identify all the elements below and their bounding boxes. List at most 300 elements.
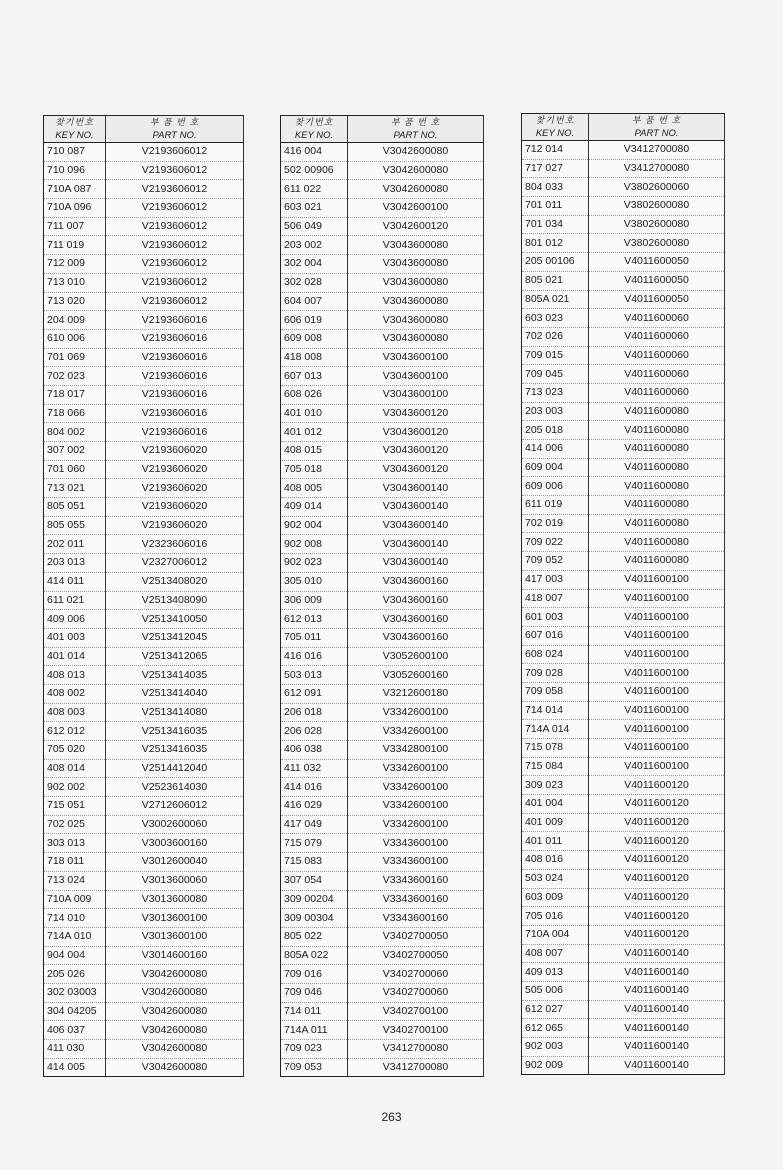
table-row: [522, 963, 725, 982]
table-row: [522, 327, 725, 346]
part-no-cell: V2193606016: [106, 367, 244, 386]
table-row: [44, 983, 244, 1002]
part-no-cell: V2323606016: [106, 535, 244, 554]
key-no-cell: 712 014: [522, 141, 589, 160]
table-row: [281, 871, 484, 890]
part-no-cell: V2193606016: [106, 311, 244, 330]
table-row: [44, 834, 244, 853]
key-no-cell: 611 019: [522, 496, 589, 515]
table-row: [281, 273, 484, 292]
part-no-cell: V4011600100: [589, 645, 725, 664]
part-no-cell: V4011600050: [589, 290, 725, 309]
table-row: [281, 255, 484, 274]
key-no-cell: 607 013: [281, 367, 348, 386]
part-no-cell: V3412700080: [589, 141, 725, 160]
key-no-cell: 401 011: [522, 832, 589, 851]
part-no-cell: V3802600080: [589, 197, 725, 216]
table-row: [44, 273, 244, 292]
part-no-cell: V4011600100: [589, 570, 725, 589]
part-no-cell: V4011600100: [589, 757, 725, 776]
part-no-cell: V3002600060: [106, 815, 244, 834]
parts-table-body: [281, 143, 484, 1077]
key-no-cell: 902 009: [522, 1056, 589, 1075]
part-no-cell: V2513414035: [106, 666, 244, 685]
part-no-cell: V3342600100: [348, 797, 484, 816]
part-no-cell: V3043600140: [348, 535, 484, 554]
part-no-cell: V4011600140: [589, 963, 725, 982]
key-no-cell: 714A 011: [281, 1021, 348, 1040]
table-row: [522, 271, 725, 290]
table-row: [522, 888, 725, 907]
table-row: [522, 159, 725, 178]
parts-table-body: [522, 141, 725, 1075]
part-no-cell: V3013600100: [106, 927, 244, 946]
table-row: [281, 385, 484, 404]
table-row: [44, 311, 244, 330]
key-no-cell: 715 078: [522, 739, 589, 758]
key-no-cell: 805 055: [44, 516, 106, 535]
table-row: [44, 199, 244, 218]
key-no-cell: 715 079: [281, 834, 348, 853]
parts-table-3: [521, 113, 725, 1075]
table-row: [522, 589, 725, 608]
table-row: [281, 554, 484, 573]
part-no-cell: V3043600160: [348, 591, 484, 610]
part-no-cell: V3342600100: [348, 778, 484, 797]
table-row: [281, 498, 484, 517]
part-no-cell: V3043600140: [348, 516, 484, 535]
part-no-cell: V3343600100: [348, 853, 484, 872]
part-no-cell: V3052600160: [348, 666, 484, 685]
key-no-cell: 612 065: [522, 1019, 589, 1038]
key-no-cell: 904 004: [44, 946, 106, 965]
key-no-cell: 302 004: [281, 255, 348, 274]
key-no-cell: 606 019: [281, 311, 348, 330]
table-row: [44, 554, 244, 573]
part-no-cell: V4011600120: [589, 888, 725, 907]
key-no-cell: 309 00304: [281, 909, 348, 928]
part-no-cell: V4011600120: [589, 925, 725, 944]
part-no-cell: V2193606012: [106, 143, 244, 162]
part-no-cell: V3343600160: [348, 909, 484, 928]
key-no-cell: 902 003: [522, 1038, 589, 1057]
part-no-cell: V2513408090: [106, 591, 244, 610]
key-no-cell: 502 00906: [281, 161, 348, 180]
table-row: [281, 143, 484, 162]
part-no-cell: V3343600160: [348, 871, 484, 890]
page-number: 263: [381, 1110, 402, 1124]
table-row: [522, 253, 725, 272]
key-no-cell: 204 009: [44, 311, 106, 330]
table-row: [44, 161, 244, 180]
key-no-cell: 307 054: [281, 871, 348, 890]
key-no-cell: 710 096: [44, 161, 106, 180]
key-no-cell: 414 006: [522, 440, 589, 459]
table-row: [44, 180, 244, 199]
table-row: [281, 460, 484, 479]
key-no-header-korean: 찾기번호: [281, 116, 348, 130]
part-no-cell: V3042600120: [348, 217, 484, 236]
part-no-cell: V4011600140: [589, 981, 725, 1000]
key-no-cell: 205 018: [522, 421, 589, 440]
key-no-cell: 206 028: [281, 722, 348, 741]
key-no-cell: 715 083: [281, 853, 348, 872]
table-row: [44, 217, 244, 236]
part-no-cell: V2193606012: [106, 180, 244, 199]
table-row: [44, 1002, 244, 1021]
part-no-cell: V2513416035: [106, 722, 244, 741]
part-no-cell: V2193606020: [106, 516, 244, 535]
key-no-cell: 417 049: [281, 815, 348, 834]
key-no-cell: 604 007: [281, 292, 348, 311]
table-row: [522, 757, 725, 776]
key-no-cell: 701 069: [44, 348, 106, 367]
part-no-cell: V3042600080: [348, 161, 484, 180]
key-no-cell: 409 014: [281, 498, 348, 517]
key-no-cell: 401 004: [522, 795, 589, 814]
part-no-cell: V3043600120: [348, 442, 484, 461]
table-row: [522, 383, 725, 402]
parts-table-1: [43, 115, 244, 1077]
key-no-cell: 714 011: [281, 1002, 348, 1021]
part-no-cell: V4011600080: [589, 402, 725, 421]
key-no-cell: 805A 021: [522, 290, 589, 309]
part-no-cell: V4011600140: [589, 1000, 725, 1019]
part-no-cell: V4011600060: [589, 327, 725, 346]
part-no-cell: V3402700060: [348, 965, 484, 984]
part-no-cell: V2193606012: [106, 292, 244, 311]
part-no-cell: V3052600100: [348, 647, 484, 666]
part-no-cell: V2193606020: [106, 479, 244, 498]
key-no-cell: 309 023: [522, 776, 589, 795]
part-no-cell: V2193606016: [106, 404, 244, 423]
part-no-cell: V3013600080: [106, 890, 244, 909]
table-row: [44, 722, 244, 741]
table-row: [281, 703, 484, 722]
table-row: [281, 965, 484, 984]
table-row: [281, 1040, 484, 1059]
key-no-cell: 713 023: [522, 383, 589, 402]
part-no-header-korean: 부 품 번 호: [589, 114, 725, 128]
key-no-cell: 711 007: [44, 217, 106, 236]
key-no-cell: 709 058: [522, 682, 589, 701]
table-row: [44, 965, 244, 984]
table-row: [281, 684, 484, 703]
part-no-cell: V3012600040: [106, 853, 244, 872]
key-no-cell: 203 002: [281, 236, 348, 255]
key-no-cell: 702 019: [522, 514, 589, 533]
key-no-cell: 302 03003: [44, 983, 106, 1002]
part-no-cell: V3043600140: [348, 479, 484, 498]
part-no-cell: V3043600080: [348, 255, 484, 274]
part-no-cell: V3043600080: [348, 236, 484, 255]
table-row: [522, 1038, 725, 1057]
table-row: [281, 1021, 484, 1040]
part-no-cell: V4011600120: [589, 907, 725, 926]
part-no-cell: V2513416035: [106, 741, 244, 760]
key-no-cell: 418 008: [281, 348, 348, 367]
part-no-cell: V4011600100: [589, 701, 725, 720]
table-row: [281, 666, 484, 685]
key-no-cell: 701 011: [522, 197, 589, 216]
part-no-cell: V3042600080: [106, 1040, 244, 1059]
part-no-cell: V3412700080: [589, 159, 725, 178]
table-row: [281, 759, 484, 778]
table-row: [522, 477, 725, 496]
key-no-cell: 709 016: [281, 965, 348, 984]
key-no-cell: 705 011: [281, 628, 348, 647]
key-no-cell: 601 003: [522, 608, 589, 627]
table-row: [522, 832, 725, 851]
key-no-cell: 715 051: [44, 797, 106, 816]
table-row: [281, 516, 484, 535]
table-row: [44, 759, 244, 778]
parts-table-2: [280, 115, 484, 1077]
key-no-cell: 714 010: [44, 909, 106, 928]
part-no-cell: V3402700060: [348, 983, 484, 1002]
table-row: [522, 440, 725, 459]
part-no-cell: V2193606016: [106, 329, 244, 348]
part-no-cell: V2513414080: [106, 703, 244, 722]
key-no-cell: 503 024: [522, 869, 589, 888]
table-row: [44, 442, 244, 461]
key-no-cell: 804 033: [522, 178, 589, 197]
table-row: [522, 925, 725, 944]
table-row: [44, 628, 244, 647]
table-row: [281, 329, 484, 348]
part-no-cell: V4011600060: [589, 365, 725, 384]
table-row: [522, 458, 725, 477]
part-no-cell: V3013600060: [106, 871, 244, 890]
part-no-cell: V4011600140: [589, 1038, 725, 1057]
part-no-cell: V4011600080: [589, 552, 725, 571]
table-row: [44, 404, 244, 423]
table-row: [281, 591, 484, 610]
part-no-cell: V4011600080: [589, 458, 725, 477]
part-no-cell: V2513412065: [106, 647, 244, 666]
table-row: [44, 909, 244, 928]
part-no-cell: V4011600060: [589, 346, 725, 365]
key-no-cell: 416 016: [281, 647, 348, 666]
key-no-cell: 902 023: [281, 554, 348, 573]
table-row: [44, 516, 244, 535]
table-row: [44, 946, 244, 965]
key-no-cell: 406 037: [44, 1021, 106, 1040]
key-no-cell: 302 028: [281, 273, 348, 292]
part-no-cell: V3043600120: [348, 404, 484, 423]
part-no-header: PART NO.: [348, 129, 484, 143]
key-no-cell: 805 051: [44, 498, 106, 517]
key-no-cell: 414 011: [44, 572, 106, 591]
key-no-cell: 416 004: [281, 143, 348, 162]
key-no-cell: 718 066: [44, 404, 106, 423]
part-no-cell: V4011600080: [589, 421, 725, 440]
table-row: [522, 981, 725, 1000]
part-no-cell: V2327006012: [106, 554, 244, 573]
table-row: [281, 311, 484, 330]
table-row: [44, 535, 244, 554]
part-no-cell: V4011600100: [589, 608, 725, 627]
part-no-cell: V3043600080: [348, 273, 484, 292]
part-no-cell: V4011600050: [589, 271, 725, 290]
part-no-cell: V2193606012: [106, 255, 244, 274]
table-row: [281, 909, 484, 928]
key-no-cell: 305 010: [281, 572, 348, 591]
key-no-cell: 414 005: [44, 1058, 106, 1077]
part-no-cell: V2193606012: [106, 199, 244, 218]
table-row: [281, 180, 484, 199]
key-no-cell: 713 020: [44, 292, 106, 311]
table-row: [522, 309, 725, 328]
part-no-cell: V3043600160: [348, 572, 484, 591]
table-row: [44, 927, 244, 946]
part-no-cell: V3342600100: [348, 815, 484, 834]
key-no-cell: 609 004: [522, 458, 589, 477]
part-no-cell: V4011600120: [589, 795, 725, 814]
part-no-header-korean: 부 품 번 호: [348, 116, 484, 130]
key-no-cell: 612 091: [281, 684, 348, 703]
key-no-cell: 411 030: [44, 1040, 106, 1059]
key-no-cell: 603 009: [522, 888, 589, 907]
table-row: [522, 141, 725, 160]
key-no-cell: 205 00106: [522, 253, 589, 272]
part-no-cell: V3343600160: [348, 890, 484, 909]
table-row: [522, 720, 725, 739]
part-no-cell: V3402700100: [348, 1002, 484, 1021]
part-no-cell: V2513408020: [106, 572, 244, 591]
table-row: [281, 217, 484, 236]
key-no-cell: 608 026: [281, 385, 348, 404]
table-row: [522, 290, 725, 309]
part-no-cell: V3412700080: [348, 1040, 484, 1059]
table-row: [44, 1058, 244, 1077]
part-no-cell: V4011600080: [589, 477, 725, 496]
table-row: [522, 1056, 725, 1075]
key-no-cell: 203 003: [522, 402, 589, 421]
table-row: [281, 348, 484, 367]
table-row: [281, 741, 484, 760]
key-no-cell: 701 034: [522, 215, 589, 234]
table-row: [522, 234, 725, 253]
table-row: [522, 645, 725, 664]
table-row: [44, 647, 244, 666]
table-row: [281, 535, 484, 554]
key-no-cell: 505 006: [522, 981, 589, 1000]
table-row: [281, 834, 484, 853]
key-no-cell: 408 007: [522, 944, 589, 963]
key-no-cell: 408 013: [44, 666, 106, 685]
table-row: [281, 442, 484, 461]
table-row: [281, 983, 484, 1002]
table-row: [281, 404, 484, 423]
table-row: [44, 572, 244, 591]
table-row: [44, 778, 244, 797]
table-row: [522, 496, 725, 515]
key-no-cell: 714A 014: [522, 720, 589, 739]
table-row: [522, 402, 725, 421]
table-row: [281, 367, 484, 386]
part-no-cell: V2193606016: [106, 348, 244, 367]
table-row: [522, 552, 725, 571]
part-no-cell: V3003600160: [106, 834, 244, 853]
part-no-cell: V3802600080: [589, 215, 725, 234]
part-no-cell: V3042600080: [106, 1058, 244, 1077]
key-no-cell: 408 005: [281, 479, 348, 498]
table-row: [281, 236, 484, 255]
part-no-cell: V3402700050: [348, 946, 484, 965]
part-no-cell: V3043600100: [348, 367, 484, 386]
table-row: [44, 591, 244, 610]
table-row: [44, 348, 244, 367]
key-no-cell: 408 015: [281, 442, 348, 461]
part-no-cell: V4011600080: [589, 514, 725, 533]
parts-table-body: [44, 143, 244, 1077]
table-row: [522, 776, 725, 795]
part-no-cell: V3042600080: [348, 180, 484, 199]
table-row: [281, 628, 484, 647]
table-row: [281, 1002, 484, 1021]
key-no-cell: 603 021: [281, 199, 348, 218]
table-row: [281, 647, 484, 666]
key-no-cell: 709 023: [281, 1040, 348, 1059]
key-no-cell: 702 023: [44, 367, 106, 386]
part-no-cell: V4011600080: [589, 496, 725, 515]
part-no-cell: V2193606016: [106, 423, 244, 442]
part-no-cell: V4011600140: [589, 1019, 725, 1038]
table-row: [281, 797, 484, 816]
key-no-cell: 705 018: [281, 460, 348, 479]
part-no-cell: V2523614030: [106, 778, 244, 797]
table-row: [522, 626, 725, 645]
part-no-cell: V4011600100: [589, 664, 725, 683]
key-no-cell: 611 021: [44, 591, 106, 610]
table-row: [522, 215, 725, 234]
table-row: [44, 797, 244, 816]
table-row: [522, 533, 725, 552]
table-row: [281, 853, 484, 872]
key-no-cell: 304 04205: [44, 1002, 106, 1021]
key-no-cell: 401 014: [44, 647, 106, 666]
key-no-cell: 710A 004: [522, 925, 589, 944]
key-no-cell: 409 013: [522, 963, 589, 982]
key-no-cell: 610 006: [44, 329, 106, 348]
part-no-cell: V3402700100: [348, 1021, 484, 1040]
key-no-cell: 303 013: [44, 834, 106, 853]
table-row: [44, 853, 244, 872]
part-no-cell: V3342600100: [348, 703, 484, 722]
table-row: [522, 178, 725, 197]
key-no-cell: 609 008: [281, 329, 348, 348]
table-row: [281, 199, 484, 218]
key-no-cell: 709 053: [281, 1058, 348, 1077]
part-no-cell: V4011600140: [589, 944, 725, 963]
table-row: [44, 610, 244, 629]
key-no-cell: 713 010: [44, 273, 106, 292]
part-no-cell: V3042600080: [348, 143, 484, 162]
table-row: [44, 385, 244, 404]
key-no-cell: 709 028: [522, 664, 589, 683]
part-no-cell: V3043600080: [348, 292, 484, 311]
key-no-cell: 718 017: [44, 385, 106, 404]
key-no-cell: 702 025: [44, 815, 106, 834]
table-row: [522, 701, 725, 720]
part-no-cell: V4011600060: [589, 309, 725, 328]
key-no-cell: 718 011: [44, 853, 106, 872]
part-no-cell: V4011600120: [589, 832, 725, 851]
key-no-cell: 417 003: [522, 570, 589, 589]
key-no-cell: 715 084: [522, 757, 589, 776]
table-row: [281, 778, 484, 797]
